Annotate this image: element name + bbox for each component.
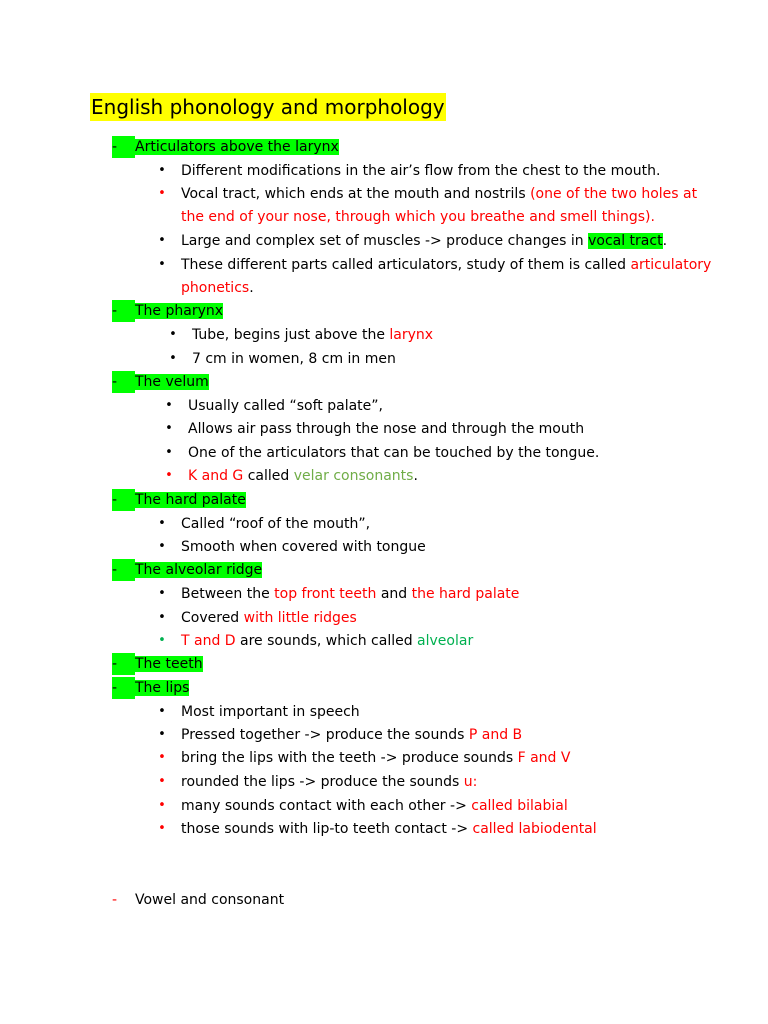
dash-bullet: - [112,371,135,393]
bullet-dot: • [158,821,166,836]
bullet-dot: • [158,774,166,789]
heading-larynx: - Articulators above the larynx [112,136,339,158]
bullet-dot: • [158,633,166,648]
bullet-dot: • [165,398,173,413]
dash-bullet: - [112,136,135,158]
list-item: • Different modifications in the air’s flow from the chest to the mouth. [181,160,660,182]
bullet-dot: • [158,586,166,601]
list-item-continuation: the end of your nose, through which you breathe and smell things). [181,209,655,225]
heading-vowel-consonant: - Vowel and consonant [112,889,284,911]
dash-bullet: - [112,653,135,675]
bullet-dot: • [165,421,173,436]
bullet-dot: • [169,327,177,342]
dash-bullet: - [112,489,135,511]
document-title: English phonology and morphology [91,95,445,119]
dash-bullet: - [112,300,135,322]
bullet-dot: • [158,727,166,742]
bullet-dot: • [158,610,166,625]
list-item: • bring the lips with the teeth -> produce sounds F and V [181,747,570,769]
list-item: • Usually called “soft palate”, [188,395,383,417]
dash-bullet: - [112,892,118,908]
dash-bullet: - [112,677,135,699]
list-item: • Most important in speech [181,701,360,723]
bullet-dot: • [158,704,166,719]
list-item: • rounded the lips -> produce the sounds u: [181,771,477,793]
list-item: • Called “roof of the mouth”, [181,513,370,535]
list-item: • Allows air pass through the nose and through the mouth [188,418,584,440]
bullet-dot: • [169,351,177,366]
list-item: • Smooth when covered with tongue [181,536,426,558]
list-item: • those sounds with lip-to teeth contact -> called labiodental [181,818,597,840]
bullet-dot: • [158,257,166,272]
list-item: • many sounds contact with each other -> called bilabial [181,795,568,817]
list-item: • 7 cm in women, 8 cm in men [192,348,396,370]
bullet-dot: • [158,539,166,554]
bullet-dot: • [158,163,166,178]
list-item: • These different parts called articulators, study of them is called articulatory [181,254,711,276]
heading-velum: - The velum [112,371,209,393]
list-item: • T and D are sounds, which called alveolar [181,630,473,652]
bullet-dot: • [158,798,166,813]
bullet-dot: • [158,233,166,248]
list-item: • Between the top front teeth and the hard palate [181,583,519,605]
heading-teeth: - The teeth [112,653,203,675]
bullet-dot: • [158,516,166,531]
list-item: • One of the articulators that can be touched by the tongue. [188,442,599,464]
list-item: • Covered with little ridges [181,607,357,629]
dash-bullet: - [112,559,135,581]
heading-hard-palate: - The hard palate [112,489,246,511]
bullet-dot: • [165,445,173,460]
list-item: • Vocal tract, which ends at the mouth and nostrils (one of the two holes at [181,183,697,205]
list-item: • Large and complex set of muscles -> produce changes in vocal tract. [181,230,667,252]
list-item-continuation: phonetics. [181,280,254,296]
bullet-dot: • [158,750,166,765]
heading-lips: - The lips [112,677,189,699]
bullet-dot: • [165,468,173,483]
list-item: • Pressed together -> produce the sounds P and B [181,724,522,746]
list-item: • K and G called velar consonants. [188,465,418,487]
heading-alveolar-ridge: - The alveolar ridge [112,559,262,581]
heading-pharynx: - The pharynx [112,300,223,322]
list-item: • Tube, begins just above the larynx [192,324,433,346]
bullet-dot: • [158,186,166,201]
